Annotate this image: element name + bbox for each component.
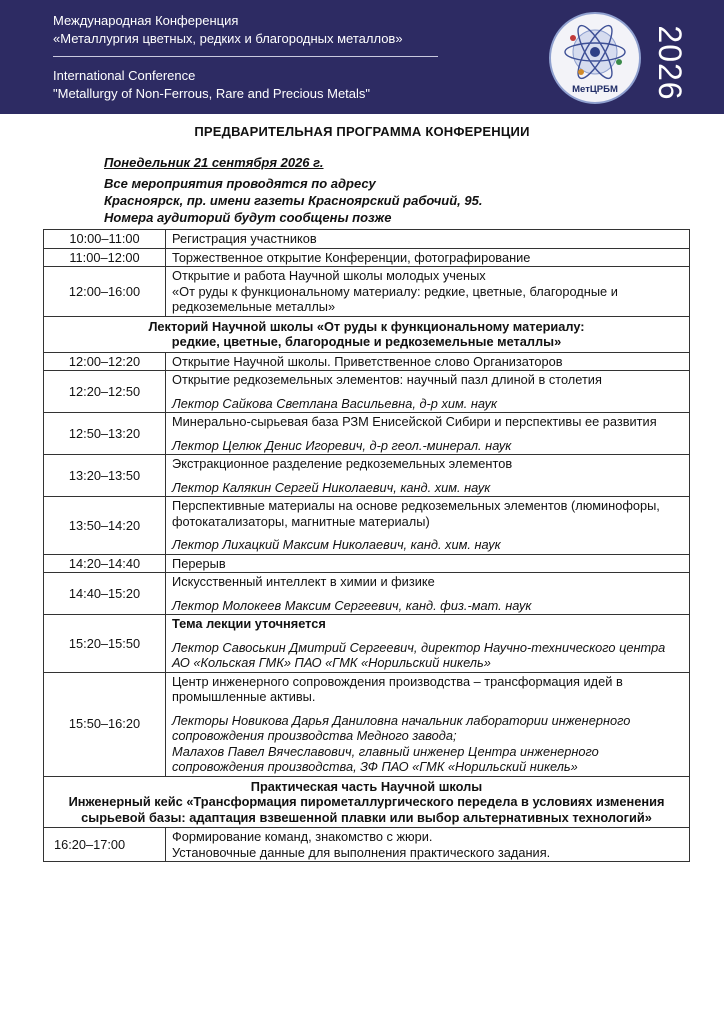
table-row (44, 267, 690, 317)
table-row (44, 554, 690, 573)
time-cell: 13:50–14:20 (44, 497, 166, 555)
table-row (44, 615, 690, 673)
event-subtitle: «От руды к функциональному материалу: редкие, цветные, благородные и редкоземельные металлы» (172, 283, 618, 314)
time-cell: 15:20–15:50 (44, 615, 166, 673)
conference-name-en-line1: International Conference (53, 68, 196, 83)
time-cell: 14:20–14:40 (44, 554, 166, 573)
lecturer-second: Малахов Павел Вячеславович, главный инженер Центра инженерного сопровождения производства, ЗФ ПАО «ГМК «Норильский никель» (172, 743, 599, 774)
event-subtitle: Установочные данные для выполнения практического задания. (172, 844, 551, 860)
header-banner (0, 0, 724, 114)
table-row (44, 573, 690, 615)
time-cell: 12:00–12:20 (44, 352, 166, 371)
table-row (44, 413, 690, 455)
section-title-line2: редкие, цветные, благородные и редкоземельные металлы» (171, 334, 562, 349)
table-row (44, 230, 690, 249)
lecture-title: Перспективные материалы на основе редкоземельных элементов (люминофоры, фотокатализаторы, магнитные материалы) (172, 498, 660, 529)
time-cell: 12:20–12:50 (44, 371, 166, 413)
event-cell (166, 497, 690, 555)
lecturer: Лектор Молокеев Максим Сергеевич, канд. физ.-мат. наук (172, 597, 532, 613)
time-cell: 13:20–13:50 (44, 455, 166, 497)
event-cell (166, 828, 690, 862)
lecturer: Лектор Сайкова Светлана Васильевна, д-р хим. наук (172, 395, 498, 411)
conference-name-ru-line2: «Металлургия цветных, редких и благородных металлов» (53, 31, 403, 46)
time-cell: 10:00–11:00 (44, 230, 166, 249)
lecture-title: Минерально-сырьевая база РЗМ Енисейской Сибири и перспективы ее развития (172, 414, 657, 429)
event-cell (166, 672, 690, 776)
section-title-line1: Лекторий Научной школы «От руды к функциональному материалу: (148, 318, 585, 334)
table-row (44, 672, 690, 776)
lecturer: Лекторы Новикова Дарья Даниловна начальник лаборатории инженерного сопровождения производства Медного завода; (172, 712, 631, 743)
lecturer: Лектор Целюк Денис Игоревич, д-р геол.-минерал. наук (172, 437, 512, 453)
event-cell (166, 455, 690, 497)
time-cell: 16:20–17:00 (44, 828, 166, 862)
lecture-title: Центр инженерного сопровождения производства – трансформация идей в промышленные активы. (172, 673, 623, 704)
conference-year: 2026 (652, 25, 688, 101)
section-header-row (44, 316, 690, 352)
time-cell: 12:00–16:00 (44, 267, 166, 317)
time-cell: 12:50–13:20 (44, 413, 166, 455)
table-row (44, 497, 690, 555)
lecturer: Лектор Лихацкий Максим Николаевич, канд. хим. наук (172, 537, 501, 552)
program-table (43, 229, 690, 862)
conference-name-ru-line1: Международная Конференция (53, 13, 239, 28)
section-header (44, 776, 690, 828)
section-header-row (44, 776, 690, 828)
lecture-title: Открытие редкоземельных элементов: научный пазл длиной в столетия (172, 372, 602, 387)
section-header (44, 316, 690, 352)
event-cell (166, 573, 690, 615)
venue-line-1: Все мероприятия проводятся по адресу (104, 176, 376, 191)
event-cell: Торжественное открытие Конференции, фотографирование (166, 248, 690, 267)
page-title: ПРЕДВАРИТЕЛЬНАЯ ПРОГРАММА КОНФЕРЕНЦИИ (194, 124, 530, 139)
lecture-title: Тема лекции уточняется (172, 616, 326, 631)
event-cell: Перерыв (166, 554, 690, 573)
lecture-title: Экстракционное разделение редкоземельных элементов (172, 456, 513, 471)
event-cell: Регистрация участников (166, 230, 690, 249)
event-cell (166, 413, 690, 455)
time-cell: 11:00–12:00 (44, 248, 166, 267)
event-title: Формирование команд, знакомство с жюри. (172, 829, 433, 844)
venue-address: Красноярск, пр. имени газеты Красноярский рабочий, 95. (104, 193, 483, 208)
conference-logo (549, 12, 641, 104)
section-title-line1: Практическая часть Научной школы (250, 778, 483, 794)
table-row (44, 352, 690, 371)
lecture-title: Искусственный интеллект в химии и физике (172, 574, 435, 589)
lecturer: Лектор Калякин Сергей Николаевич, канд. хим. наук (172, 479, 491, 495)
table-row (44, 371, 690, 413)
logo-text: МетЦРБМ (572, 84, 618, 95)
conference-name-en-line2: "Metallurgy of Non-Ferrous, Rare and Precious Metals" (53, 86, 371, 101)
event-title: Открытие и работа Научной школы молодых ученых (172, 268, 486, 283)
event-cell (166, 615, 690, 673)
event-cell: Открытие Научной школы. Приветственное слово Организаторов (166, 352, 690, 371)
section-title-line2: Инженерный кейс «Трансформация пирометаллургического передела в условиях изменения сырьевой базы: адаптация взвешенной плавки или выбор альтернативных технологий» (68, 794, 665, 825)
rooms-note: Номера аудиторий будут сообщены позже (104, 210, 392, 225)
intro-block (104, 153, 664, 226)
header-divider (53, 56, 438, 57)
event-cell (166, 267, 690, 317)
time-cell: 15:50–16:20 (44, 672, 166, 776)
event-cell (166, 371, 690, 413)
lecturer: Лектор Савоськин Дмитрий Сергеевич, директор Научно-технического центра АО «Кольская ГМК» ПАО «ГМК «Норильский никель» (172, 639, 666, 670)
table-row (44, 828, 690, 862)
event-date: Понедельник 21 сентября 2026 г. (104, 155, 324, 170)
time-cell: 14:40–15:20 (44, 573, 166, 615)
table-row (44, 455, 690, 497)
table-row (44, 248, 690, 267)
